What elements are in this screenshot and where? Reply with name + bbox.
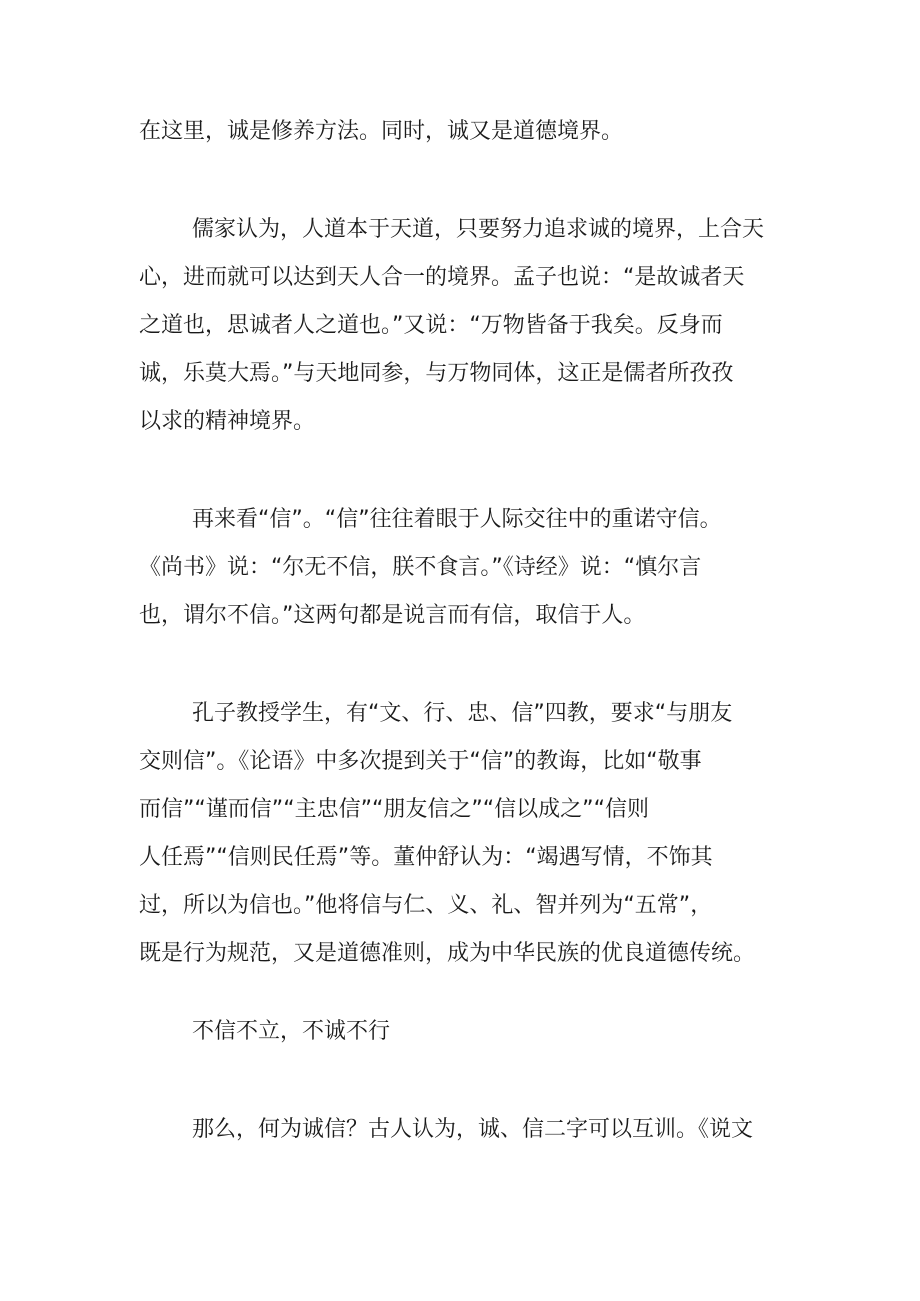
paragraph-line: 在这里，诚是修养方法。同时，诚又是道德境界。 — [139, 119, 624, 144]
paragraph-line: 孔子教授学生，有“文、行、忠、信”四教，要求“与朋友 — [192, 701, 733, 726]
paragraph-line: 心，进而就可以达到天人合一的境界。孟子也说：“是故诚者天 — [139, 265, 745, 290]
section-heading: 不信不立，不诚不行 — [192, 1019, 391, 1044]
paragraph-line: 诚，乐莫大焉。”与天地同参，与万物同体，这正是儒者所孜孜 — [139, 361, 734, 386]
paragraph-line: 人任焉”“信则民任焉”等。董仲舒认为：“竭遇写情，不饰其 — [139, 845, 713, 870]
paragraph-line: 也，谓尔不信。”这两句都是说言而有信，取信于人。 — [139, 603, 646, 628]
paragraph-line: 《尚书》说：“尔无不信，朕不食言。”《诗经》说：“慎尔言 — [139, 555, 702, 580]
paragraph-line: 而信”“谨而信”“主忠信”“朋友信之”“信以成之”“信则 — [139, 797, 649, 822]
paragraph-line: 以求的精神境界。 — [139, 409, 316, 434]
paragraph-line: 既是行为规范，又是道德准则，成为中华民族的优良道德传统。 — [139, 941, 756, 966]
paragraph-line: 那么，何为诚信？古人认为，诚、信二字可以互训。《说文 — [192, 1117, 754, 1142]
paragraph-line: 交则信”。《论语》中多次提到关于“信”的教诲，比如“敬事 — [139, 749, 702, 774]
paragraph-line: 之道也，思诚者人之道也。”又说：“万物皆备于我矣。反身而 — [139, 313, 723, 338]
paragraph-line: 再来看“信”。“信”往往着眼于人际交往中的重诺守信。 — [192, 507, 722, 532]
paragraph-line: 过，所以为信也。”他将信与仁、义、礼、智并列为“五常”， — [139, 893, 713, 918]
paragraph-line: 儒家认为，人道本于天道，只要努力追求诚的境界，上合天 — [192, 217, 765, 242]
